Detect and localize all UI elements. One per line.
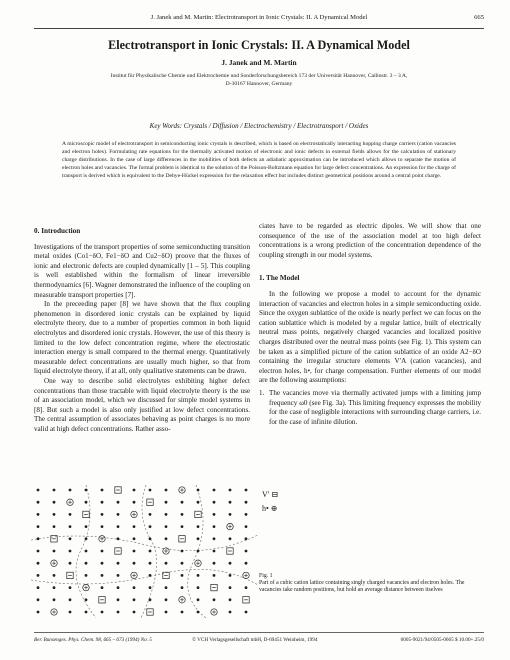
lattice-figure [26,480,262,623]
lattice-site [149,598,152,601]
lattice-site [181,611,184,614]
list-item-text: The vacancies move via thermally activated jumps with a limiting jump frequency ω0 (see Fig. 3a). This limiting frequency expresses the mobility for the case of negligible interactions with surrounding charge carriers, i.e. for the case of infinite dilution. [269,388,481,426]
lattice-site [197,550,200,553]
lattice-site [165,525,168,528]
lattice-site [149,489,152,492]
lattice-site [213,574,216,577]
running-head [34,14,484,26]
lattice-site [229,537,232,540]
lattice-site [213,562,216,565]
lattice-site [133,489,136,492]
lattice-site [133,537,136,540]
lattice-site [117,611,120,614]
lattice-site [117,537,120,540]
lattice-site [117,501,120,504]
lattice-site [149,525,152,528]
lattice-site [85,501,88,504]
caption-text: Part of a cubic cation lattice containing singly charged vacancies and electron holes. The vacancies take random positions, but hold an average distance between itselves [259,580,465,594]
affiliation-line-2: D-30167 Hannover, Germany [225,81,293,87]
lattice-site [101,562,104,565]
lattice-site [197,598,200,601]
lattice-site [181,574,184,577]
lattice-site [69,586,72,589]
lattice-site [69,537,72,540]
page-number: 665 [474,14,484,21]
lattice-site [69,489,72,492]
lattice-site [149,574,152,577]
figure-caption [259,573,481,595]
lattice-site [117,513,120,516]
lattice-site [69,598,72,601]
lattice-site [229,489,232,492]
lattice-site [53,598,56,601]
lattice-site [197,574,200,577]
lattice-site [37,586,40,589]
lattice-site [37,513,40,516]
lattice-boundary [31,535,258,551]
lattice-site [101,586,104,589]
header-rule [34,28,484,29]
lattice-site [69,611,72,614]
list-item [259,389,481,427]
lattice-site [85,598,88,601]
lattice-site [53,525,56,528]
lattice-site [149,537,152,540]
lattice-site [213,489,216,492]
legend-vacancy-symbol: V′ ⊟ [262,490,279,499]
lattice-site [165,598,168,601]
lattice-site [133,586,136,589]
lattice-site [85,562,88,565]
lattice-site [149,562,152,565]
lattice-site [245,513,248,516]
lattice-site [245,550,248,553]
lattice-site [133,525,136,528]
lattice-site [85,574,88,577]
lattice-site [213,513,216,516]
lattice-site [133,611,136,614]
lattice-site [53,586,56,589]
lattice-site [229,574,232,577]
lattice-site [245,586,248,589]
legend-hole-symbol: h• ⊕ [262,504,278,513]
right-column [259,222,481,427]
article-title: Electrotransport in Ionic Crystals: II. A Dynamical Model [108,38,410,52]
lattice-site [53,550,56,553]
lattice-site [37,525,40,528]
lattice-site [197,501,200,504]
lattice-site [197,586,200,589]
lattice-site [53,501,56,504]
lattice-site [245,562,248,565]
lattice-site [245,525,248,528]
lattice-site [213,537,216,540]
authors: J. Janek and M. Martin [221,58,297,67]
lattice-site [165,611,168,614]
lattice-site [197,525,200,528]
lattice-site [101,501,104,504]
lattice-site [181,586,184,589]
affiliation [34,72,484,88]
lattice-site [101,574,104,577]
lattice-site [85,489,88,492]
lattice-site [165,586,168,589]
lattice-site [149,513,152,516]
lattice-site [133,501,136,504]
figure-legend [262,490,302,540]
lattice-site [85,537,88,540]
intro-paragraph-3: One way to describe solid electrolytes exhibiting higher defect concentrations than those tractable with liquid electrolyte theory is the use of an association model, which we discussed for simple model systems in [8]. But such a model is also only justified at low defect concentrations. The central assumption of associates behaving as point charges is no more valid at high defect concentrations. Rather asso- [34,376,250,433]
lattice-site [213,598,216,601]
abstract: A microscopic model of electrotransport in semiconducting ionic crystals is described, which is based on electrostatically interacting hopping charge carriers (cation vacancies and electron holes). Formulating rate equations for the thermally activated motion of electronic and ionic defects in external fields allows for the calculation of stationary charge distributions. In the case of large differences in the mobilities of both defects an adiabatic approximation can be introduced which allows to separate the motion of electron holes and vacancies. The formal problem is identical to the solution of the Poisson-Boltzmann equation for large defect concentrations. An expression for the charge of transport is derived which is equivalent to the Debye-Hückel expression for the relaxation effect but includes distinct geometrical positions around a central point charge. [62,141,456,180]
lattice-site [101,489,104,492]
lattice-site [117,586,120,589]
section-heading-introduction: 0. Introduction [34,227,81,235]
lattice-site [37,501,40,504]
lattice-site [69,513,72,516]
intro-paragraph-1: Investigations of the transport properties of some semiconducting transition metal oxides (Co1−δO, Fe1−δO and Cu2−δO) proove that the fluxes of ionic and electronic defects are coupled dynamically [1 – 5]. This coupling is well established within the formalism of linear irreversible thermodynamics [6]. Wagner demonstrated the influence of the coupling on measurable transport properties [7]. [34,242,250,299]
lattice-site [37,598,40,601]
lattice-site [245,501,248,504]
lattice-site [213,525,216,528]
lattice-site [117,562,120,565]
lattice-site [181,562,184,565]
lattice-site [181,525,184,528]
lattice-site [53,574,56,577]
continued-paragraph: ciates have to be regarded as electric dipoles. We will show that one consequence of the use of the association model at too high defect concentrations is a wrong prediction of the concentration dependence of the coupling strength in our model systems. [259,222,481,259]
lattice-site [37,489,40,492]
affiliation-line-1: Institut für Physikalische Chemie und Elektrochemie und Sonderforschungsbereich 173 der Universität Hannover, Callinstr. 3 – 3 A, [110,73,408,79]
lattice-site [37,537,40,540]
lattice-site [181,513,184,516]
footer-code: 0005-9021/94/0505-0665 $ 10.00+.25/0 [400,637,484,643]
lattice-site [53,513,56,516]
lattice-site [245,537,248,540]
lattice-site [69,562,72,565]
lattice-site [165,513,168,516]
lattice-site [165,501,168,504]
lattice-site [85,550,88,553]
lattice-site [165,537,168,540]
model-paragraph: In the following we propose a model to account for the dynamic interaction of vacancies and electron holes in a simple semiconducting oxide. Since the oxygen sublattice of the oxide is nearly perfect we can focus on the cation sublattice which is modeled by a regular lattice, built of electrically neutral mass points, negatively charged vacancies and localized positive charges distributed over the neutral mass points (see Fig. 1). This system can be taken as a simplified picture of the cation sublattice of an oxide A2−δO containing the irregular structure elements V′A (cation vacancies), and electron holes, h•, for charge compensation. Further elements of our model are the following assumptions: [259,289,481,385]
lattice-site [149,586,152,589]
lattice-site [101,525,104,528]
lattice-site [85,525,88,528]
lattice-site [229,562,232,565]
lattice-site [181,501,184,504]
lattice-boundary [31,569,258,585]
lattice-site [197,537,200,540]
lattice-site [197,611,200,614]
intro-paragraph-2: In the preceeding paper [8] we have shown that the flux coupling phenomenon in disordered ionic crystals can be explained by liquid electrolyte theory, due to a number of properties common in both liquid electrolytes and disordered ionic crystals. However, the use of this theory is limited to the low defect concentration regime, where the electrostatic interaction energy is small compared to the thermal energy. Quantitatively measurable defect concentrations are usually much higher, so that from liquid electrolyte theory, if at all, only qualitative statements can be drawn. [34,300,250,376]
running-title: J. Janek and M. Martin: Electrotransport in Ionic Crystals: II. A Dynamical Model [150,14,368,21]
footer-publisher: © VCH Verlagsgesellschaft mbH, D-69451 Weinheim, 1994 [192,637,318,643]
lattice-site [213,550,216,553]
caption-label: Fig. 1 [259,573,273,579]
lattice-site [229,513,232,516]
lattice-site [229,598,232,601]
lattice-site [37,611,40,614]
footer-rule [34,632,484,633]
lattice-site [197,489,200,492]
footer-journal: Ber. Bunsenges. Phys. Chem. 98, 665 – 673 (1994) No. 5 [34,637,152,643]
lattice-site [229,501,232,504]
lattice-site [133,598,136,601]
section-heading-model: 1. The Model [259,274,300,283]
lattice-site [117,525,120,528]
lattice-site [69,525,72,528]
lattice-site [101,550,104,553]
list-item-number: 1. [259,388,265,397]
lattice-site [181,550,184,553]
lattice-site [85,611,88,614]
lattice-site [245,489,248,492]
lattice-site [213,501,216,504]
lattice-site [69,550,72,553]
keywords: Key Words: Crystals / Diffusion / Electrochemistry / Electrotransport / Oxides [149,122,369,130]
lattice-site [37,562,40,565]
lattice-site [101,513,104,516]
lattice-site [133,562,136,565]
lattice-site [101,611,104,614]
left-column [34,227,250,434]
lattice-site [229,586,232,589]
lattice-site [37,550,40,553]
lattice-site [53,489,56,492]
lattice-site [229,611,232,614]
lattice-site [117,574,120,577]
lattice-site [165,489,168,492]
lattice-site [245,611,248,614]
lattice-site [149,550,152,553]
lattice-site [165,562,168,565]
lattice-site [133,550,136,553]
lattice-site [117,598,120,601]
lattice-site [37,574,40,577]
